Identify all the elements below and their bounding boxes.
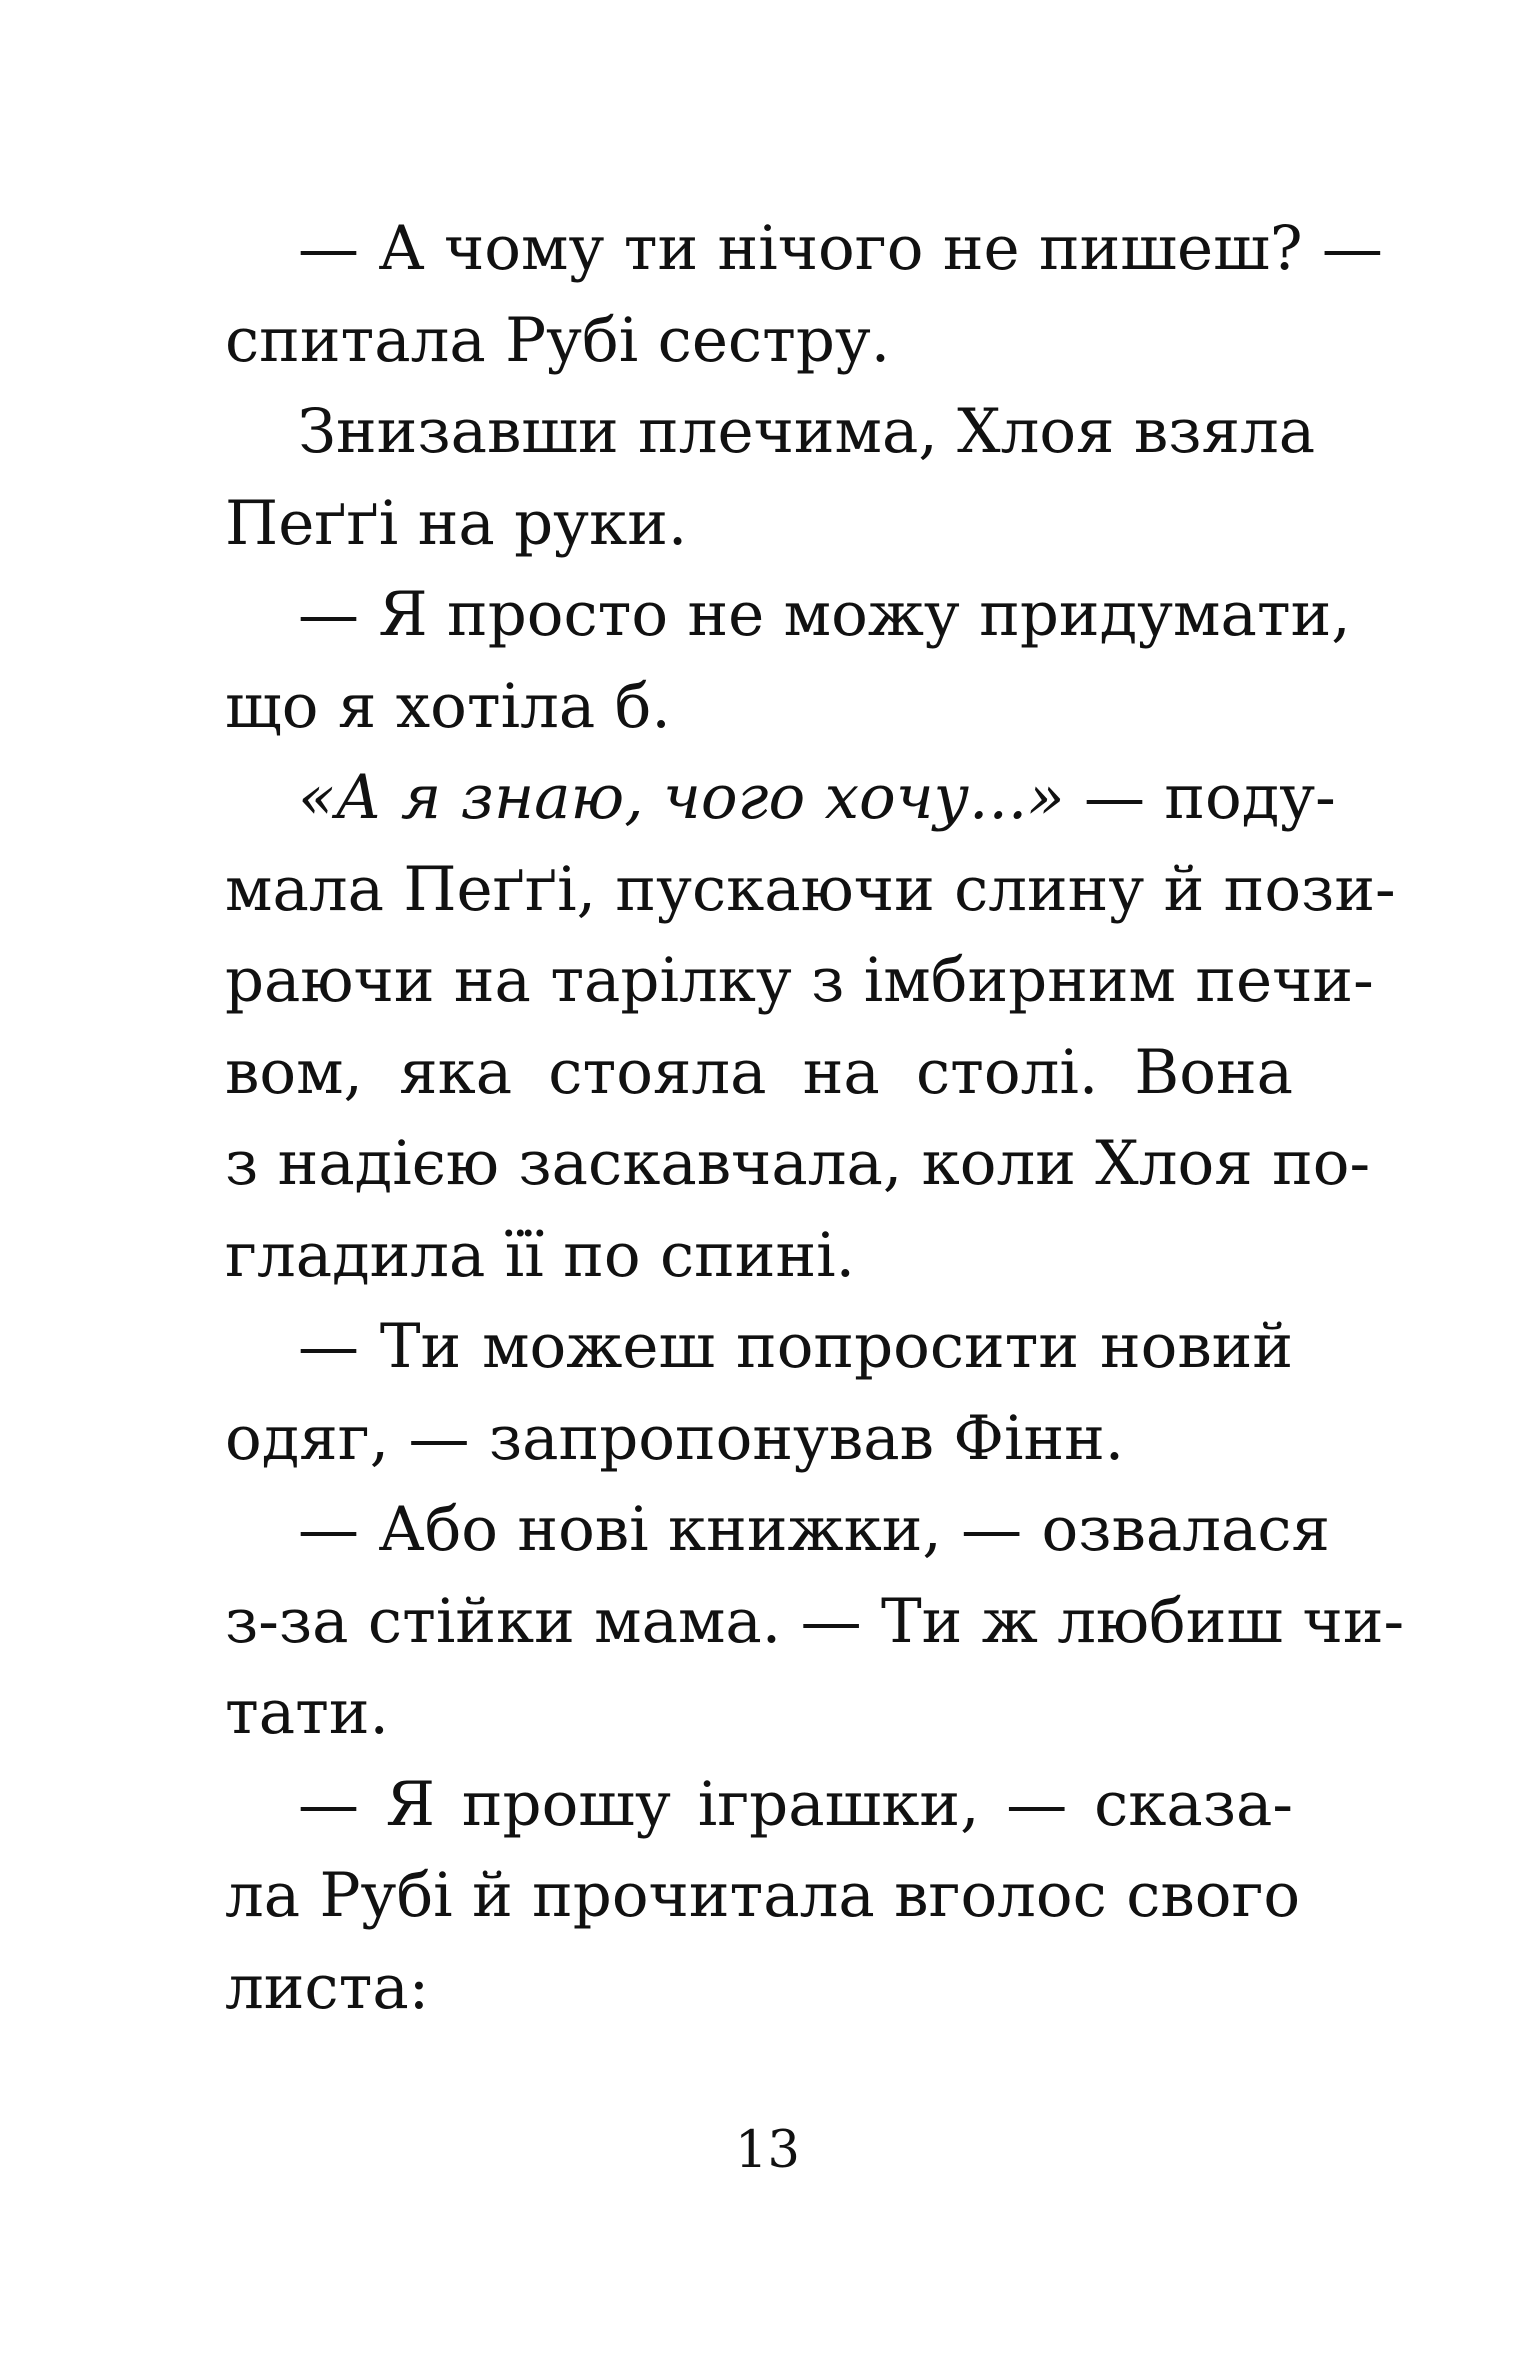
- text-line: Пеґґі на руки.: [225, 487, 688, 559]
- text-line: — Я прошу іграшки, — сказа-: [298, 1768, 1293, 1840]
- text-line: спитала Рубі сестру.: [225, 304, 891, 376]
- page-number: 13: [735, 2121, 800, 2180]
- text-line: що я хотіла б.: [225, 670, 671, 742]
- text-line: з-за стійки мама. — Ти ж любиш чи-: [225, 1585, 1405, 1657]
- text-line: — Ти можеш попросити новий: [298, 1311, 1293, 1382]
- text-line: раючи на тарілку з імбирним печи-: [225, 945, 1374, 1016]
- text-line: вом, яка стояла на столі. Вона: [225, 1036, 1293, 1108]
- text-line: з надією заскавчала, коли Хлоя по-: [225, 1128, 1371, 1199]
- text-line: одяг, — запропонував Фінн.: [225, 1402, 1125, 1474]
- text-line: — Або нові книжки, — озвалася: [298, 1494, 1331, 1565]
- text-line: тати.: [225, 1677, 389, 1748]
- text-line: листа:: [225, 1951, 430, 2023]
- text-line-tail: — поду-: [1064, 762, 1336, 833]
- text-line: мала Пеґґі, пускаючи слину й пози-: [225, 853, 1396, 925]
- text-line: гладила її по спині.: [225, 1219, 856, 1291]
- text-line: [225, 752, 1336, 844]
- text-line: Знизавши плечима, Хлоя взяла: [298, 396, 1316, 467]
- text-line: — Я просто не можу придумати,: [298, 579, 1351, 650]
- italic-thought: «А я знаю, чого хочу...»: [298, 762, 1065, 833]
- text-line: — А чому ти нічого не пишеш? —: [298, 213, 1383, 284]
- text-line: ла Рубі й прочитала вголос свого: [225, 1860, 1301, 1931]
- page-text: [225, 203, 1405, 2033]
